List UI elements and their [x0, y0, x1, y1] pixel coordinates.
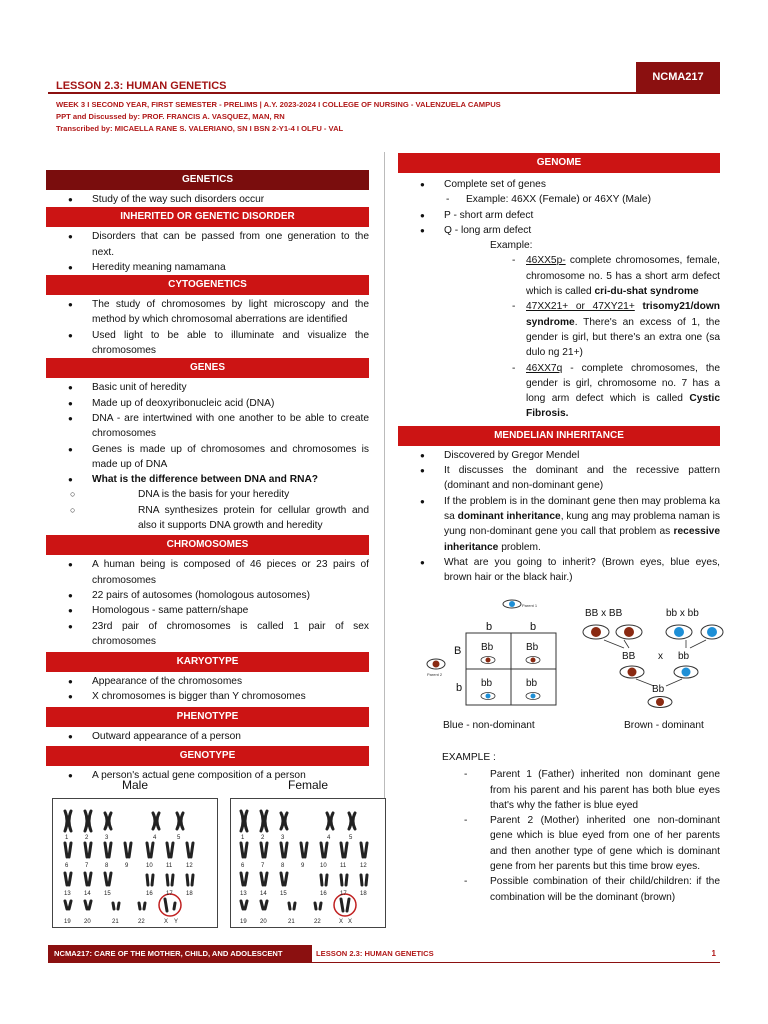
chromosome-illustration [53, 799, 217, 927]
list-item: ● P - short arm defect [398, 208, 720, 223]
svg-text:5: 5 [349, 835, 353, 841]
genome-example-line [444, 192, 720, 207]
list-item [398, 223, 720, 422]
list-item: ● 23rd pair of chromosomes is called 1 pair of sex chromosomes [46, 619, 369, 650]
cross-label-mid-left: BB [622, 651, 636, 662]
eye-icon [620, 666, 644, 678]
karyotype-female [230, 778, 386, 928]
text-fragment: problem. [498, 541, 541, 553]
chromosome-illustration [231, 799, 385, 927]
heading-phenotype: PHENOTYPE [46, 707, 369, 727]
svg-text:16: 16 [320, 891, 327, 897]
caption-brown: Brown - dominant [624, 720, 704, 731]
svg-text:4: 4 [153, 835, 157, 841]
karyotype-code: 46XX5p- [526, 255, 566, 267]
example-text: - complete chromosomes, the gender is girl, chromosome no. 7 has a long arm defect which is called [526, 362, 720, 405]
syndrome-name: cri-du-shat syndrome [594, 286, 699, 298]
svg-text:18: 18 [360, 891, 367, 897]
genome-example-down-syndrome [510, 299, 720, 360]
syndrome-name: Cystic Fibrosis. [526, 393, 720, 420]
list-item: ● Used light to be able to illuminate and visualize the chromosomes [46, 328, 369, 359]
example-item: - Parent 1 (Father) inherited non dominant gene from his parent and his parent has both blue eyes that's why the father is blue eyed [462, 767, 720, 813]
punnett-col-label: b [530, 621, 537, 633]
term-dominant-inheritance: dominant inheritance [457, 510, 561, 522]
svg-text:13: 13 [240, 891, 247, 897]
meta-line-discussed: PPT and Discussed by: PROF. FRANCIS A. VASQUEZ, MAN, RN [56, 112, 285, 121]
lesson-title: LESSON 2.3: HUMAN GENETICS [56, 80, 227, 92]
list-item: ● Made up of deoxyribonucleic acid (DNA) [46, 396, 369, 411]
svg-text:1: 1 [241, 835, 245, 841]
sublist-dna-rna [46, 487, 369, 533]
svg-text:3: 3 [281, 835, 285, 841]
svg-text:7: 7 [261, 863, 265, 869]
list-item: ● Genes is made up of chromosomes and chromosomes is made up of DNA [46, 442, 369, 473]
list-item: ● Heredity meaning namamana [46, 260, 369, 275]
punnett-cell: Bb [481, 642, 494, 653]
svg-text:17: 17 [340, 891, 347, 897]
punnett-illustration [424, 598, 724, 708]
svg-text:2: 2 [261, 835, 265, 841]
karyotype-code: 46XX7q [526, 362, 563, 374]
heading-cytogenetics: CYTOGENETICS [46, 275, 369, 295]
punnett-diagram [424, 598, 724, 708]
list-item: ● Appearance of the chromosomes [46, 674, 369, 689]
dna-rna-question: What is the difference between DNA and RNA? [92, 474, 319, 486]
svg-text:9: 9 [125, 863, 129, 869]
list-item: ● Homologous - same pattern/shape [46, 603, 369, 618]
footer-lesson: LESSON 2.3: HUMAN GENETICS [316, 949, 434, 958]
example-item: - Parent 2 (Mother) inherited one non-dominant gene which is blue eyed from one of her parents and then another type of gene which is dominant gene from her parents but this time brow eyes. [462, 813, 720, 874]
karyotype-female-label: Female [287, 778, 328, 792]
karyotype-male [52, 778, 218, 928]
eye-icon [666, 625, 692, 639]
svg-text:9: 9 [301, 863, 305, 869]
caption-blue: Blue - non-dominant [443, 720, 535, 731]
genome-example-cri-du-chat [510, 253, 720, 299]
svg-text:12: 12 [360, 863, 367, 869]
svg-text:14: 14 [260, 891, 267, 897]
list-genes [46, 380, 369, 533]
heading-karyotype: KARYOTYPE [46, 652, 369, 672]
example-block [442, 750, 720, 905]
svg-text:Y: Y [174, 919, 179, 925]
list-item-question [46, 472, 369, 533]
svg-text:4: 4 [327, 835, 331, 841]
eye-icon [648, 697, 672, 708]
right-column [398, 153, 720, 585]
svg-text:X: X [339, 919, 344, 925]
text-fragment: , kung ang may problema naman is yung non-dominant gene you call that problem as [444, 510, 720, 538]
list-genetics [46, 192, 369, 207]
eye-icon [481, 657, 495, 664]
punnett-row-label: B [454, 645, 462, 657]
footer-course: NCMA217: CARE OF THE MOTHER, CHILD, AND ADOLESCENT [48, 945, 312, 963]
list-item: ● 22 pairs of autosomes (homologous autosomes) [46, 588, 369, 603]
svg-text:18: 18 [186, 891, 193, 897]
eye-icon [481, 693, 495, 700]
list-item: ● DNA - are intertwined with one another to be able to create chromosomes [46, 411, 369, 442]
cross-label-child: Bb [652, 684, 665, 695]
example-label: EXAMPLE : [442, 752, 496, 763]
meta-line-week: WEEK 3 I SECOND YEAR, FIRST SEMESTER - PRELIMS | A.Y. 2023-2024 I COLLEGE OF NURSING - VALENZUELA CAMPUS [56, 100, 501, 109]
parent1-label: Parent 1 [522, 603, 538, 608]
svg-text:22: 22 [314, 919, 321, 925]
parent2-label: Parent 2 [427, 672, 443, 677]
example-label: Example: [490, 240, 533, 252]
example-item: - Possible combination of their child/children: if the combination will be the dominant (brown) [462, 874, 720, 905]
karyotype-code: 47XX21+ or 47XY21+ [526, 301, 635, 313]
genome-q-arm: Q - long arm defect [444, 224, 532, 236]
heading-genes: GENES [46, 358, 369, 378]
punnett-row-label: b [456, 682, 463, 694]
svg-text:19: 19 [64, 919, 71, 925]
svg-text:8: 8 [105, 863, 109, 869]
page-number: 1 [711, 949, 716, 958]
sub-list-item: ○ RNA synthesizes protein for cellular growth and also it supports DNA growth and heredity [46, 503, 369, 534]
svg-text:20: 20 [260, 919, 267, 925]
eye-icon [526, 693, 540, 700]
list-item: ● X chromosomes is bigger than Y chromosomes [46, 689, 369, 704]
genome-example-cystic-fibrosis [510, 361, 720, 422]
svg-text:5: 5 [177, 835, 181, 841]
genome-item-complete-set: Complete set of genes [444, 179, 546, 190]
svg-text:10: 10 [320, 863, 327, 869]
list-item: ● A human being is composed of 46 pieces or 23 pairs of chromosomes [46, 557, 369, 588]
heading-inherited-disorder: INHERITED OR GENETIC DISORDER [46, 207, 369, 227]
list-item: ● A person's actual gene composition of a person [46, 768, 369, 783]
svg-text:22: 22 [138, 919, 145, 925]
svg-text:21: 21 [112, 919, 119, 925]
svg-text:14: 14 [84, 891, 91, 897]
list-chromosomes [46, 557, 369, 649]
list-mendelian [398, 448, 720, 586]
example-text: complete chromosomes, female, chromosome no. 5 has a short arm defect which is called [526, 255, 720, 298]
svg-text:X: X [164, 919, 169, 925]
svg-text:15: 15 [280, 891, 287, 897]
footer-rule [312, 962, 720, 963]
sub-list-item: ○ DNA is the basis for your heredity [46, 487, 369, 502]
list-cytogenetics [46, 297, 369, 358]
text-fragment: If the problem is in the dominant gene then may problema ka sa [444, 495, 720, 522]
svg-text:7: 7 [85, 863, 89, 869]
page-footer [48, 945, 720, 963]
list-item: ● The study of chromosomes by light microscopy and the method by which chromosomal aberrations are identified [46, 297, 369, 328]
left-column [46, 170, 369, 783]
punnett-col-label: b [486, 621, 493, 633]
svg-text:19: 19 [240, 919, 247, 925]
example-text: . There's an excess of 1, the gender is girl, but there's an extra one (sa dulo ng 21+) [526, 316, 720, 359]
svg-text:6: 6 [241, 863, 245, 869]
svg-text:10: 10 [146, 863, 153, 869]
punnett-cell: bb [481, 678, 493, 689]
term-recessive-inheritance: recessive inheritance [444, 526, 720, 553]
heading-genetics: GENETICS [46, 170, 369, 190]
heading-chromosomes: CHROMOSOMES [46, 535, 369, 555]
heading-genotype: GENOTYPE [46, 746, 369, 766]
punnett-cell: Bb [526, 642, 539, 653]
karyotype-male-label: Male [121, 778, 148, 792]
syndrome-name: trisomy21/down syndrome [526, 301, 720, 328]
svg-text:8: 8 [281, 863, 285, 869]
list-item: ● Discovered by Gregor Mendel [398, 448, 720, 463]
heading-genome: GENOME [398, 153, 720, 173]
svg-text:17: 17 [166, 891, 173, 897]
list-item: ● Disorders that can be passed from one generation to the next. [46, 229, 369, 260]
svg-text:13: 13 [64, 891, 71, 897]
svg-text:16: 16 [146, 891, 153, 897]
svg-text:12: 12 [186, 863, 193, 869]
heading-mendelian: MENDELIAN INHERITANCE [398, 426, 720, 446]
svg-text:20: 20 [84, 919, 91, 925]
svg-text:1: 1 [65, 835, 69, 841]
list-item [398, 494, 720, 555]
dash-marker: - [446, 194, 450, 206]
example-list [462, 767, 720, 905]
eye-icon [616, 625, 642, 639]
list-item [398, 177, 720, 208]
eye-icon [503, 600, 521, 608]
course-badge: NCMA217 [636, 62, 720, 94]
list-genome [398, 177, 720, 422]
svg-text:11: 11 [340, 863, 347, 869]
list-inherited [46, 229, 369, 275]
list-karyotype [46, 674, 369, 705]
list-phenotype [46, 729, 369, 744]
cross-label-parents-blue: bb x bb [666, 608, 699, 619]
eye-icon [427, 659, 445, 669]
svg-text:6: 6 [65, 863, 69, 869]
genome-examples [510, 253, 720, 421]
eye-icon [526, 657, 540, 664]
cross-label-mid-right: bb [678, 651, 690, 662]
svg-text:3: 3 [105, 835, 109, 841]
svg-text:15: 15 [104, 891, 111, 897]
list-item: ● Basic unit of heredity [46, 380, 369, 395]
list-item: ● Study of the way such disorders occur [46, 192, 369, 207]
list-item: ● What are you going to inherit? (Brown eyes, blue eyes, brown hair or the black hair.) [398, 555, 720, 586]
svg-text:11: 11 [166, 863, 173, 869]
karyotype-female-figure [230, 798, 386, 928]
eye-icon [701, 625, 723, 639]
cross-label-parents-brown: BB x BB [585, 608, 623, 619]
list-item: ● Outward appearance of a person [46, 729, 369, 744]
karyotype-male-figure [52, 798, 218, 928]
list-item: ● It discusses the dominant and the recessive pattern (dominant and non-dominant gene) [398, 463, 720, 494]
eye-icon [674, 666, 698, 678]
eye-icon [583, 625, 609, 639]
title-rule [48, 92, 636, 94]
genome-example-text: Example: 46XX (Female) or 46XY (Male) [466, 194, 651, 206]
punnett-cell: bb [526, 678, 538, 689]
svg-text:2: 2 [85, 835, 89, 841]
svg-text:21: 21 [288, 919, 295, 925]
cross-label-mid-x: x [658, 651, 663, 662]
svg-text:X: X [348, 919, 353, 925]
meta-line-transcribed: Transcribed by: MICAELLA RANE S. VALERIANO, SN I BSN 2-Y1-4 I OLFU - VAL [56, 124, 344, 133]
